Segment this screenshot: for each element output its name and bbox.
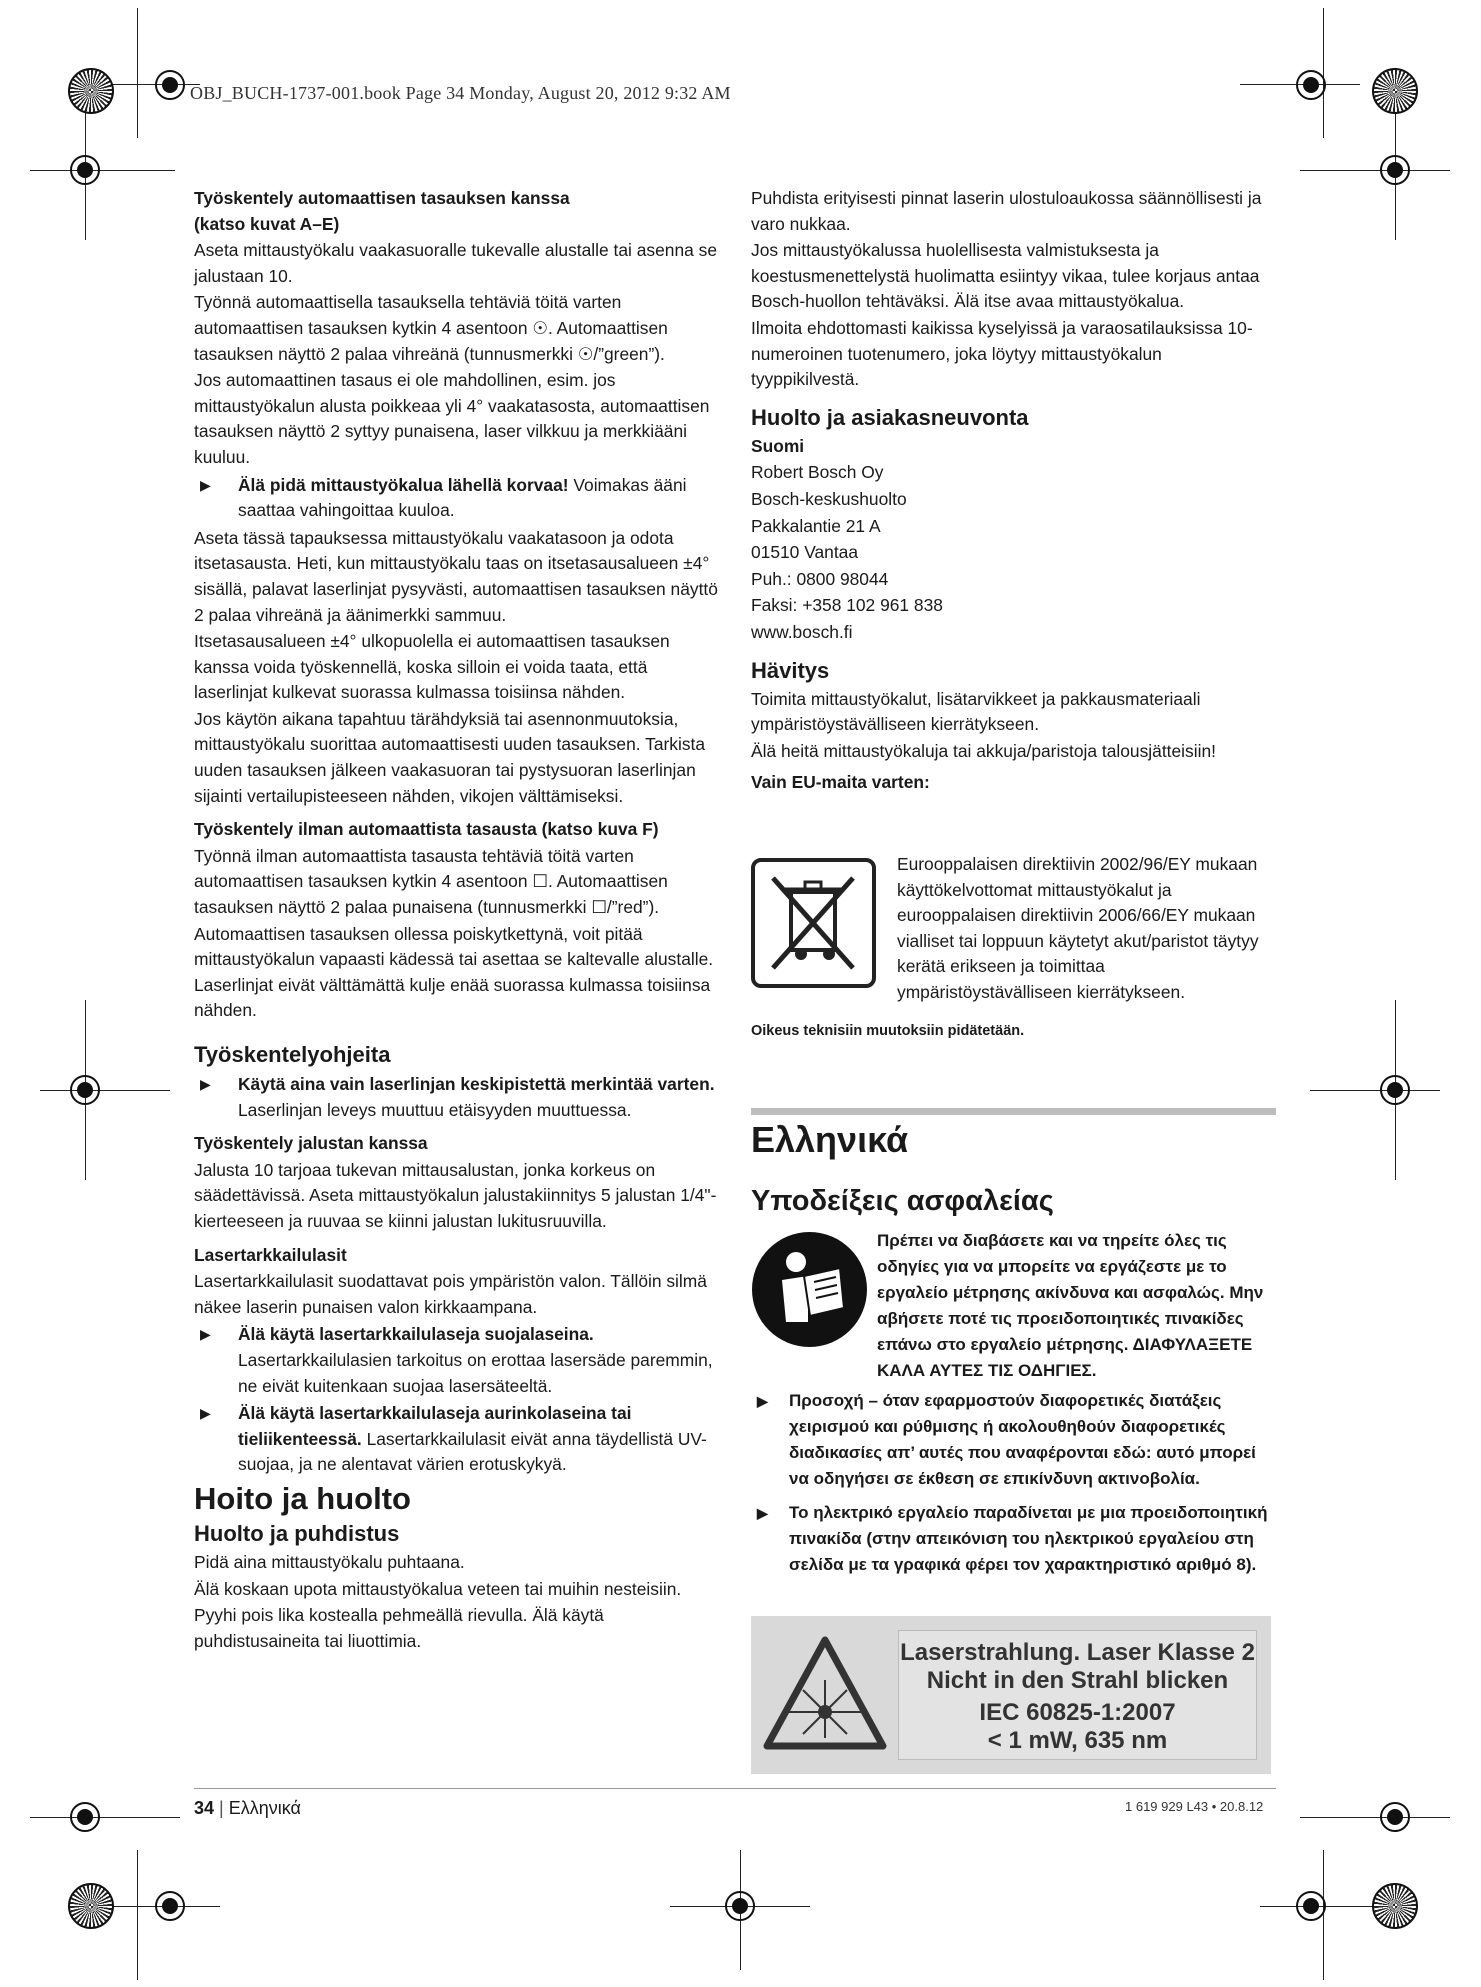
crop-line: [1310, 1090, 1440, 1091]
crop-line: [137, 1850, 138, 1980]
address-line: Robert Bosch Oy: [751, 462, 884, 483]
paragraph: Ilmoita ehdottomasti kaikissa kyselyissä ja varaosatilauksissa 10-numeroinen tuotenumero, joka löytyy mittaustyökalun tyyppikilvestä.: [751, 317, 1253, 390]
section-title: Vain EU-maita varten:: [751, 772, 930, 793]
crossed-bin-icon: [751, 858, 876, 988]
laser-hazard-icon: [763, 1634, 888, 1752]
page-language: Ελληνικά: [228, 1798, 301, 1818]
paragraph: Pyyhi pois lika kostealla pehmeällä rievulla. Älä käytä puhdistusaineita tai liuottimia.: [194, 1605, 604, 1651]
section-title: [194, 186, 722, 237]
read-manual-icon: [752, 1232, 867, 1347]
section-heading: Huolto ja asiakasneuvonta: [751, 404, 1029, 430]
paragraph: Älä heitä mittaustyökaluja tai akkuja/paristoja talousjätteisiin!: [751, 740, 1216, 761]
bullet-arrow-icon: ▶: [757, 1505, 768, 1521]
bullet-bold-text: Älä käytä lasertarkkailulaseja suojalaseina.: [238, 1324, 594, 1345]
registration-mark: [1380, 1802, 1410, 1832]
paragraph: Työnnä ilman automaattista tasausta tehtäviä töitä varten automaattisen tasauksen kytkin 4 asentoon ☐. Automaattisen tasauksen näyttö 2 palaa punaisena (tunnusmerkki ☐/”red”).: [194, 845, 668, 918]
warning-bullet: [751, 1386, 1276, 1580]
bullet-arrow-icon: ▶: [757, 1393, 768, 1409]
address-line: Bosch-keskushuolto: [751, 488, 907, 509]
crop-line: [1300, 1817, 1450, 1818]
bullet-bold-text: Älä pidä mittaustyökalua lähellä korvaa!: [238, 474, 569, 495]
right-column: [751, 186, 1271, 797]
paragraph: Työnnä automaattisella tasauksella tehtäviä töitä varten automaattisen tasauksen kytkin 4 asentoon ☉. Automaattisen tasauksen näyttö 2 palaa vihreänä (tunnusmerkki ☉/”green”).: [194, 292, 668, 364]
paragraph: Jalusta 10 tarjoaa tukevan mittausalustan, jonka korkeus on säädettävissä. Aseta mittaustyökalun jalustakiinnitys 5 jalustan 1/4"-kierteeseen ja ruuvaa se kiinni jalustan lukitusruuvilla.: [194, 1159, 717, 1231]
color-rosette-mark: [1372, 68, 1418, 114]
color-rosette-mark: [1372, 1883, 1418, 1929]
registration-mark: [70, 1802, 100, 1832]
section-divider: [751, 1108, 1276, 1115]
bullet-text: Voimakas ääni saattaa vahingoittaa kuuloa.: [238, 474, 687, 521]
warning-bullet-item: [751, 1388, 1276, 1492]
crop-line: [30, 170, 175, 171]
registration-mark: [725, 1891, 755, 1921]
paragraph: Aseta tässä tapauksessa mittaustyökalu vaakatasoon ja odota itsetasausta. Heti, kun mittaustyökalu taas on itsetasausalueen ±4° sisällä, palavat laserlinjat pysyvästi, automaattisen tasauksen näyttö 2 palaa vihreänä ja äänimerkki sammuu.: [194, 527, 718, 625]
rights-note: Oikeus teknisiin muutoksiin pidätetään.: [751, 1023, 1025, 1039]
bullet-text: Lasertarkkailulasien tarkoitus on erottaa lasersäde paremmin, ne eivät kuitenkaan suojaa lasersäteeltä.: [238, 1349, 713, 1396]
label-line: Nicht in den Strahl blicken: [926, 1667, 1229, 1694]
section-heading: Huolto ja puhdistus: [194, 1520, 400, 1546]
document-code: 1 619 929 L43 • 20.8.12: [1125, 1799, 1264, 1814]
bullet-text: Lasertarkkailulasit eivät anna täydellistä UV-suojaa, ja ne alentavat värien erotuskykyä.: [238, 1428, 707, 1475]
registration-mark: [155, 1891, 185, 1921]
bullet-text: Laserlinjan leveys muuttuu etäisyyden muuttuessa.: [238, 1099, 632, 1120]
paragraph: Itsetasausalueen ±4° ulkopuolella ei automaattisen tasauksen kanssa voida työskennellä, koska silloin ei voida taata, että laserlinjat kulkevat suorassa kulmassa toisiinsa nähden.: [194, 631, 670, 703]
print-header-line: OBJ_BUCH-1737-001.book Page 34 Monday, August 20, 2012 9:32 AM: [190, 83, 731, 103]
color-rosette-mark: [68, 68, 114, 114]
warning-bullet: [194, 1401, 722, 1478]
crop-line: [1323, 1850, 1324, 1980]
paragraph: Jos mittaustyökalussa huolellisesta valmistuksesta ja koestusmenettelystä huolimatta esiintyy vikaa, tulee korjaus antaa Bosch-huollon tehtäväksi. Älä itse avaa mittaustyökalua.: [751, 240, 1260, 312]
paragraph: Aseta mittaustyökalu vaakasuoralle tukevalle alustalle tai asenna se jalustaan 10.: [194, 240, 717, 286]
bullet-arrow-icon: ▶: [200, 1326, 211, 1343]
section-heading: Työskentelyohjeita: [194, 1042, 391, 1067]
crop-line: [1323, 8, 1324, 138]
section-heading: Hävitys: [751, 657, 830, 683]
bullet-bold-text: Älä käytä lasertarkkailulaseja aurinkolaseina tai tieliikenteessä.: [238, 1403, 632, 1449]
label-line: Laserstrahlung. Laser Klasse 2: [900, 1639, 1255, 1666]
paragraph: Automaattisen tasauksen ollessa poiskytkettynä, voit pitää mittaustyökalun vapaasti kädessä tai asettaa se kaltevalle alustalle. Laserlinjat eivät välttämättä kulje enää suorassa kulmassa toisiinsa nähden.: [194, 923, 714, 1021]
label-line: IEC 60825-1:2007: [979, 1699, 1176, 1726]
laser-label-textbox: [898, 1630, 1257, 1760]
crossed-bin-svg: [755, 862, 872, 984]
paragraph: Pidä aina mittaustyökalu puhtaana.: [194, 1551, 465, 1572]
country-label: Suomi: [751, 435, 805, 456]
registration-mark: [1380, 1075, 1410, 1105]
section-title-line: Työskentely automaattisen tasauksen kanssa: [194, 188, 570, 208]
safety-heading: Υποδείξεις ασφαλείας: [751, 1185, 1054, 1217]
bullet-text: Το ηλεκτρικό εργαλείο παραδίνεται με μια προειδοποιητική πινακίδα (στην απεικόνιση του ηλεκτρικού εργαλείου στη σελίδα με τα γραφικά φέρει τον χαρακτηριστικό αριθμό 8).: [789, 1503, 1268, 1574]
crop-line: [137, 8, 138, 138]
website-link[interactable]: www.bosch.fi: [751, 621, 853, 642]
left-column: [194, 186, 722, 1655]
footer-separator: |: [214, 1798, 229, 1818]
registration-mark: [155, 70, 185, 100]
paragraph: Puhdista erityisesti pinnat laserin ulostuloaukossa säännöllisesti ja varo nukkaa.: [751, 188, 1262, 234]
bullet-arrow-icon: ▶: [200, 1405, 211, 1422]
footer-rule: [194, 1788, 1276, 1789]
warning-bullet: [194, 1072, 722, 1123]
eu-directive-text: Eurooppalaisen direktiivin 2002/96/EY mukaan käyttökelvottomat mittaustyökalut ja eurooppalaisen direktiivin 2006/66/EY mukaan vialliset tai loppuun käytetyt akut/paristot täytyy kerätä erikseen ja toimittaa ympäristöystävälliseen kierrätykseen.: [897, 854, 1259, 1002]
section-title: Lasertarkkailulasit: [194, 1244, 347, 1265]
color-rosette-mark: [68, 1883, 114, 1929]
crop-line: [40, 1090, 170, 1091]
address-line: Faksi: +358 102 961 838: [751, 595, 943, 616]
safety-intro: Πρέπει να διαβάσετε και να τηρείτε όλες τις οδηγίες για να μπορείτε να εργάζεστε με το εργαλείο μέτρησης ακίνδυνα και ασφαλώς. Μην αβήσετε ποτέ τις προειδοποιητικές πινακίδες επάνω στο εργαλείο μέτρησης. ΔΙΑΦΥΛΑΞΕΤΕ ΚΑΛΑ ΑΥΤΕΣ ΤΙΣ ΟΔΗΓΙΕΣ.: [877, 1231, 1264, 1380]
registration-mark: [70, 1075, 100, 1105]
read-manual-svg: [752, 1232, 867, 1347]
bullet-arrow-icon: ▶: [200, 1076, 211, 1092]
warning-bullet: [194, 473, 722, 524]
crop-line: [1300, 170, 1450, 171]
registration-mark: [1296, 70, 1326, 100]
section-title: Työskentely jalustan kanssa: [194, 1133, 428, 1154]
page-footer: [194, 1798, 301, 1819]
paragraph: Lasertarkkailulasit suodattavat pois ympäristön valon. Tällöin silmä näkee laserin punaisen valon kirkkaampana.: [194, 1271, 707, 1317]
paragraph: Jos käytön aikana tapahtuu tärähdyksiä tai asennonmuutoksia, mittaustyökalu suorittaa automaattisesti uuden tasauksen. Tarkista uuden tasauksen jälkeen vaakasuoran tai pystysuoran laserlinjan sijainti vertailupisteeseen nähden, vikojen välttämiseksi.: [194, 708, 706, 806]
bullet-arrow-icon: ▶: [200, 476, 211, 493]
paragraph: Jos automaattinen tasaus ei ole mahdollinen, esim. jos mittaustyökalun alusta poikkeaa yli 4° vaakatasosta, automaattisen tasauksen näyttö 2 syttyy punaisena, laser vilkkuu ja merkkiääni kuuluu.: [194, 370, 710, 467]
language-title: Ελληνικά: [751, 1119, 909, 1160]
registration-mark: [70, 155, 100, 185]
registration-mark: [1296, 1891, 1326, 1921]
bullet-text: Προσοχή – όταν εφαρμοστούν διαφορετικές διατάξεις χειρισμού και ρύθμισης ή ακολουθηθούν διαφορετικές διαδικασίες απ’ αυτές που αναφέρονται εδώ: αυτό μπορεί να οδηγήσει σε έκθεση σε επικίνδυνη ακτινοβολία.: [789, 1391, 1256, 1488]
registration-mark: [1380, 155, 1410, 185]
crop-line: [30, 1817, 180, 1818]
bullet-bold-text: Käytä aina vain laserlinjan keskipistettä merkintää varten.: [238, 1074, 715, 1094]
address-line: 01510 Vantaa: [751, 542, 859, 563]
paragraph: Toimita mittaustyökalut, lisätarvikkeet ja pakkausmateriaali ympäristöystävälliseen kierrätykseen.: [751, 688, 1201, 735]
laser-warning-label: [751, 1616, 1271, 1774]
chapter-heading: Hoito ja huolto: [194, 1480, 411, 1516]
page-number: 34: [194, 1798, 215, 1818]
paragraph: Älä koskaan upota mittaustyökalua veteen tai muihin nesteisiin.: [194, 1578, 682, 1599]
address-line: Pakkalantie 21 A: [751, 515, 881, 536]
address-line: Puh.: 0800 98044: [751, 568, 889, 589]
label-line: < 1 mW, 635 nm: [987, 1727, 1168, 1754]
warning-bullet-item: [751, 1500, 1276, 1578]
section-title-line: (katso kuvat A–E): [194, 213, 340, 234]
warning-bullet: [194, 1322, 722, 1399]
section-title: Työskentely ilman automaattista tasausta (katso kuva F): [194, 819, 659, 840]
